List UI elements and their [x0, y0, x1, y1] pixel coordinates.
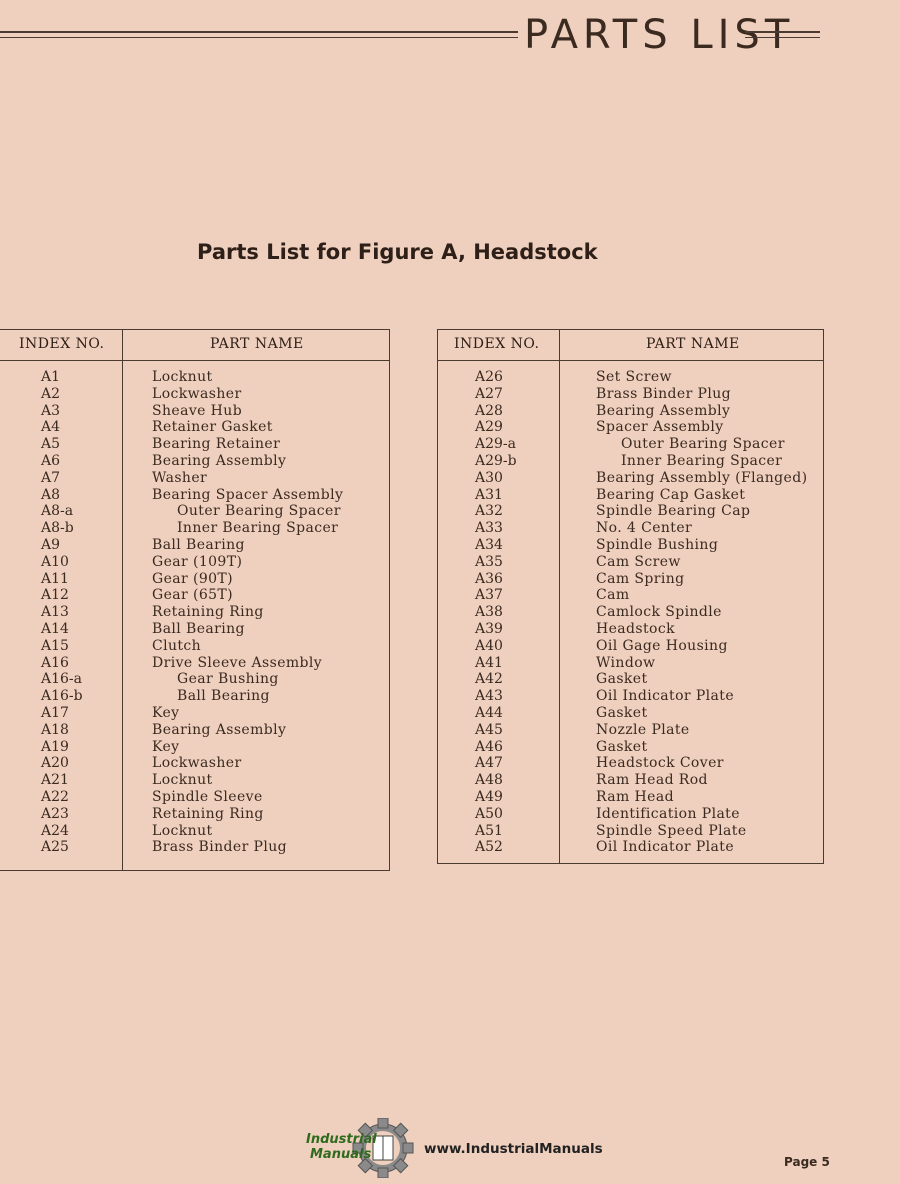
part-name: Gear Bushing — [177, 671, 279, 688]
part-name: Camlock Spindle — [596, 604, 722, 621]
industrial-manuals-logo — [306, 1118, 416, 1178]
index-number: A39 — [475, 620, 503, 637]
table-row — [438, 688, 823, 705]
index-number: A29-b — [475, 452, 517, 469]
index-number: A5 — [41, 436, 61, 453]
table-row — [438, 739, 823, 756]
header-rule-right-bottom — [745, 37, 820, 38]
table-row — [0, 688, 389, 705]
part-name: Ram Head Rod — [596, 772, 708, 789]
table-row — [0, 453, 389, 470]
part-name: Spacer Assembly — [596, 419, 724, 436]
table-row — [0, 839, 389, 856]
table-row — [438, 537, 823, 554]
index-number: A40 — [475, 637, 503, 654]
index-number: A23 — [41, 805, 69, 822]
part-name: Spindle Speed Plate — [596, 822, 747, 839]
part-name: Gasket — [596, 704, 648, 721]
part-name: Oil Gage Housing — [596, 637, 728, 654]
table-row — [0, 470, 389, 487]
index-column-header: INDEX NO. — [454, 336, 540, 352]
table-row — [438, 705, 823, 722]
index-number: A29 — [475, 419, 503, 436]
part-name: No. 4 Center — [596, 520, 693, 537]
table-row — [438, 722, 823, 739]
part-name: Outer Bearing Spacer — [177, 503, 341, 520]
part-name: Set Screw — [596, 369, 672, 385]
table-row — [438, 839, 823, 856]
part-name: Oil Indicator Plate — [596, 839, 735, 856]
table-row — [0, 823, 389, 840]
part-name-column-header: PART NAME — [210, 336, 304, 352]
index-number: A48 — [475, 772, 503, 789]
table-row — [0, 419, 389, 436]
part-name: Cam Screw — [596, 553, 681, 570]
index-number: A42 — [475, 671, 503, 688]
index-number: A27 — [475, 385, 503, 402]
index-number: A32 — [475, 503, 503, 520]
part-name: Window — [596, 654, 656, 671]
index-number: A9 — [41, 536, 61, 553]
part-name: Lockwasher — [152, 385, 242, 402]
part-name: Key — [152, 738, 180, 755]
index-number: A22 — [41, 788, 69, 805]
index-number: A45 — [475, 721, 503, 738]
part-name: Ball Bearing — [177, 688, 270, 705]
index-number: A13 — [41, 604, 69, 621]
logo-line-2: Manuals — [310, 1147, 372, 1162]
part-name: Bearing Retainer — [152, 436, 281, 453]
table-row — [0, 537, 389, 554]
part-name: Gear (90T) — [152, 570, 234, 587]
header-rule-left-bottom — [0, 37, 518, 38]
table-row — [0, 722, 389, 739]
part-name: Bearing Assembly — [152, 721, 287, 738]
table-row — [438, 520, 823, 537]
part-name: Bearing Assembly (Flanged) — [596, 469, 808, 486]
table-row — [438, 655, 823, 672]
part-name: Spindle Bearing Cap — [596, 503, 751, 520]
logo-line-1: Industrial — [306, 1132, 377, 1147]
part-name: Bearing Cap Gasket — [596, 486, 746, 503]
index-number: A51 — [475, 822, 503, 839]
part-name: Clutch — [152, 637, 202, 654]
table-row — [438, 671, 823, 688]
part-name: Retaining Ring — [152, 805, 264, 822]
index-number: A17 — [41, 704, 69, 721]
table-row — [0, 638, 389, 655]
table-rows — [438, 369, 823, 856]
index-number: A50 — [475, 805, 503, 822]
table-row — [0, 554, 389, 571]
index-number: A43 — [475, 688, 503, 705]
table-row — [0, 621, 389, 638]
index-number: A36 — [475, 570, 503, 587]
index-number: A20 — [41, 755, 69, 772]
table-row — [0, 755, 389, 772]
index-number: A8 — [41, 486, 61, 503]
table-row — [438, 386, 823, 403]
table-row — [0, 705, 389, 722]
table-row — [0, 386, 389, 403]
index-number: A49 — [475, 788, 503, 805]
page-title: Parts List for Figure A, Headstock — [197, 240, 598, 264]
table-row — [0, 806, 389, 823]
part-name: Locknut — [152, 772, 213, 789]
table-row — [438, 419, 823, 436]
part-name: Bearing Assembly — [152, 452, 287, 469]
part-name: Washer — [152, 469, 208, 486]
website-link[interactable]: www.IndustrialManuals — [424, 1141, 603, 1157]
part-name: Gear (65T) — [152, 587, 234, 604]
index-number: A29-a — [475, 436, 517, 453]
table-row — [438, 823, 823, 840]
table-row — [0, 772, 389, 789]
index-number: A18 — [41, 721, 69, 738]
table-row — [438, 621, 823, 638]
index-number: A35 — [475, 553, 503, 570]
index-number: A10 — [41, 553, 69, 570]
index-number: A47 — [475, 755, 503, 772]
index-number: A28 — [475, 402, 503, 419]
table-row — [438, 403, 823, 420]
table-row — [438, 789, 823, 806]
part-name: Cam Spring — [596, 570, 685, 587]
table-row — [438, 453, 823, 470]
index-number: A12 — [41, 587, 69, 604]
table-row — [438, 554, 823, 571]
table-row — [438, 487, 823, 504]
logo-text — [306, 1132, 377, 1162]
part-name: Ball Bearing — [152, 536, 245, 553]
section-title: PARTS LIST — [524, 12, 795, 58]
table-row — [438, 604, 823, 621]
table-row — [0, 503, 389, 520]
parts-table-right — [437, 329, 824, 864]
table-row — [438, 369, 823, 386]
index-number: A26 — [475, 369, 503, 385]
index-number: A11 — [41, 570, 69, 587]
parts-table-left — [0, 329, 390, 871]
header-rule-right-top — [745, 31, 820, 33]
index-number: A3 — [41, 402, 61, 419]
table-row — [438, 638, 823, 655]
page-number: Page 5 — [784, 1155, 830, 1169]
part-name: Sheave Hub — [152, 402, 243, 419]
index-number: A14 — [41, 620, 69, 637]
part-name: Drive Sleeve Assembly — [152, 654, 323, 671]
table-row — [438, 806, 823, 823]
index-number: A8-b — [41, 520, 74, 537]
index-number: A37 — [475, 587, 503, 604]
part-name: Spindle Bushing — [596, 536, 719, 553]
table-row — [0, 520, 389, 537]
part-name: Inner Bearing Spacer — [177, 520, 339, 537]
part-name: Retaining Ring — [152, 604, 264, 621]
table-row — [0, 436, 389, 453]
table-row — [0, 403, 389, 420]
table-row — [438, 587, 823, 604]
part-name: Nozzle Plate — [596, 721, 690, 738]
index-number: A33 — [475, 520, 503, 537]
index-number: A16-b — [41, 688, 83, 705]
part-name: Lockwasher — [152, 755, 242, 772]
table-row — [0, 604, 389, 621]
part-name: Identification Plate — [596, 805, 740, 822]
part-name: Ball Bearing — [152, 620, 245, 637]
index-number: A21 — [41, 772, 69, 789]
table-row — [0, 369, 389, 386]
table-row — [438, 755, 823, 772]
index-number: A7 — [41, 469, 61, 486]
part-name: Gasket — [596, 671, 648, 688]
index-number: A19 — [41, 738, 69, 755]
part-name: Ram Head — [596, 788, 674, 805]
part-name: Brass Binder Plug — [596, 385, 731, 402]
part-name: Inner Bearing Spacer — [621, 452, 783, 469]
part-name: Locknut — [152, 822, 213, 839]
index-number: A15 — [41, 637, 69, 654]
part-name: Spindle Sleeve — [152, 788, 263, 805]
index-number: A30 — [475, 469, 503, 486]
part-name: Gasket — [596, 738, 648, 755]
part-name: Headstock — [596, 620, 675, 637]
table-row — [0, 571, 389, 588]
index-column-header: INDEX NO. — [19, 336, 105, 352]
index-number: A6 — [41, 452, 61, 469]
index-number: A16-a — [41, 671, 83, 688]
index-number: A52 — [475, 839, 503, 856]
part-name: Retainer Gasket — [152, 419, 273, 436]
index-number: A24 — [41, 822, 69, 839]
table-row — [0, 487, 389, 504]
index-number: A44 — [475, 704, 503, 721]
index-number: A1 — [41, 369, 61, 385]
table-row — [438, 436, 823, 453]
index-number: A34 — [475, 536, 503, 553]
part-name: Outer Bearing Spacer — [621, 436, 785, 453]
index-number: A4 — [41, 419, 61, 436]
header-rule-left-top — [0, 31, 518, 33]
index-number: A46 — [475, 738, 503, 755]
part-name-column-header: PART NAME — [646, 336, 740, 352]
index-number: A41 — [475, 654, 503, 671]
table-row — [438, 503, 823, 520]
part-name: Bearing Spacer Assembly — [152, 486, 344, 503]
table-row — [0, 587, 389, 604]
table-row — [0, 671, 389, 688]
table-row — [438, 470, 823, 487]
index-number: A16 — [41, 654, 69, 671]
index-number: A25 — [41, 839, 69, 856]
index-number: A38 — [475, 604, 503, 621]
part-name: Cam — [596, 587, 630, 604]
part-name: Oil Indicator Plate — [596, 688, 735, 705]
table-row — [0, 739, 389, 756]
index-number: A8-a — [41, 503, 74, 520]
part-name: Gear (109T) — [152, 553, 243, 570]
part-name: Locknut — [152, 369, 213, 385]
index-number: A2 — [41, 385, 61, 402]
part-name: Key — [152, 704, 180, 721]
index-number: A31 — [475, 486, 503, 503]
table-row — [438, 571, 823, 588]
table-row — [0, 789, 389, 806]
part-name: Brass Binder Plug — [152, 839, 287, 856]
part-name: Bearing Assembly — [596, 402, 731, 419]
part-name: Headstock Cover — [596, 755, 724, 772]
table-row — [0, 655, 389, 672]
table-rows — [0, 369, 389, 856]
table-row — [438, 772, 823, 789]
